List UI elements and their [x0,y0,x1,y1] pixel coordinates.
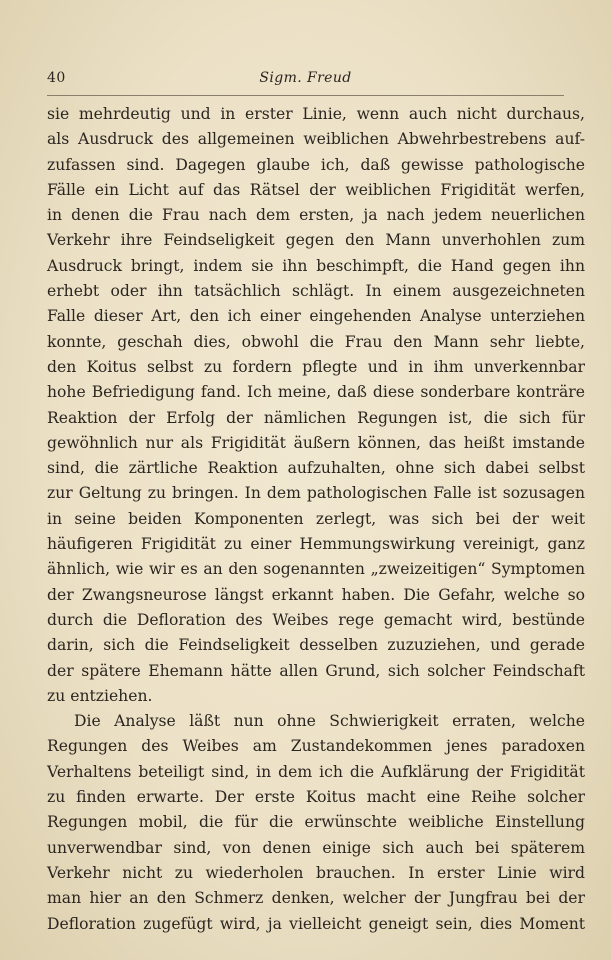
text-line: sind, die zärtliche Reaktion aufzuhalten, ohne sich dabei selbst [47,459,585,478]
text-line: Verkehr nicht zu wiederholen brauchen. In erster Linie wird [47,863,585,882]
text-line: Regungen des Weibes am Zustandekommen jenes paradoxen [47,737,585,756]
text-line: der Zwangsneurose längst erkannt haben. Die Gefahr, welche so [47,585,585,604]
text-line: Defloration zugefügt wird, ja vielleicht geneigt sein, dies Moment [47,914,585,933]
text-line: darin, sich die Feindseligkeit desselben zuzuziehen, und gerade [47,636,585,655]
text-line: Reaktion der Erfolg der nämlichen Regungen ist, die sich für [47,408,585,427]
text-line: unverwendbar sind, von denen einige sich auch bei späterem [47,838,585,857]
text-line: Regungen mobil, die für die erwünschte weibliche Einstellung [47,813,585,832]
text-line: in denen die Frau nach dem ersten, ja nach jedem neuerlichen [47,206,585,225]
header-rule [47,95,564,96]
paragraph-end-line: zu entziehen. [47,686,153,705]
text-line: Fälle ein Licht auf das Rätsel der weiblichen Frigidität werfen, [47,180,585,199]
text-line: erhebt oder ihn tatsächlich schlägt. In einem ausgezeichneten [47,282,585,301]
text-line: häufigeren Frigidität zu einer Hemmungswirkung vereinigt, ganz [47,535,585,554]
text-line: man hier an den Schmerz denken, welcher der Jungfrau bei der [47,889,585,908]
text-line: der spätere Ehemann hätte allen Grund, sich solcher Feindschaft [47,661,585,680]
body-text [47,102,585,937]
text-line: gewöhnlich nur als Frigidität äußern können, das heißt imstande [47,433,585,452]
text-line: Falle dieser Art, den ich einer eingehenden Analyse unterziehen [47,307,585,326]
text-line: in seine beiden Komponenten zerlegt, was sich bei der weit [47,509,585,528]
text-line: zufassen sind. Dagegen glaube ich, daß gewisse pathologische [47,155,585,174]
running-head: Sigm. Freud [259,70,352,86]
text-line: zu finden erwarte. Der erste Koitus macht eine Reihe solcher [47,788,585,807]
text-line: ähnlich, wie wir es an den sogenannten „zweizeitigen“ Symptomen [47,560,585,579]
text-line: konnte, geschah dies, obwohl die Frau den Mann sehr liebte, [47,332,585,351]
text-line: zur Geltung zu bringen. In dem pathologischen Falle ist sozusagen [47,484,585,503]
text-line: sie mehrdeutig und in erster Linie, wenn auch nicht durchaus, [47,105,585,123]
text-line: hohe Befriedigung fand. Ich meine, daß diese sonderbare konträre [47,383,585,402]
text-line: Verhaltens beteiligt sind, in dem ich die Aufklärung der Frigidität [47,762,585,781]
page-number: 40 [47,70,66,86]
text-line: als Ausdruck des allgemeinen weiblichen Abwehrbestrebens auf- [47,130,585,149]
text-line: den Koitus selbst zu fordern pflegte und in ihm unverkennbar [47,357,585,376]
page-header [47,70,564,94]
text-line: Ausdruck bringt, indem sie ihn beschimpft, die Hand gegen ihn [47,256,585,275]
paragraph-start-line: Die Analyse läßt nun ohne Schwierigkeit erraten, welche [74,712,585,731]
text-line: durch die Defloration des Weibes rege gemacht wird, bestünde [47,610,585,629]
text-line: Verkehr ihre Feindseligkeit gegen den Mann unverhohlen zum [47,231,585,250]
